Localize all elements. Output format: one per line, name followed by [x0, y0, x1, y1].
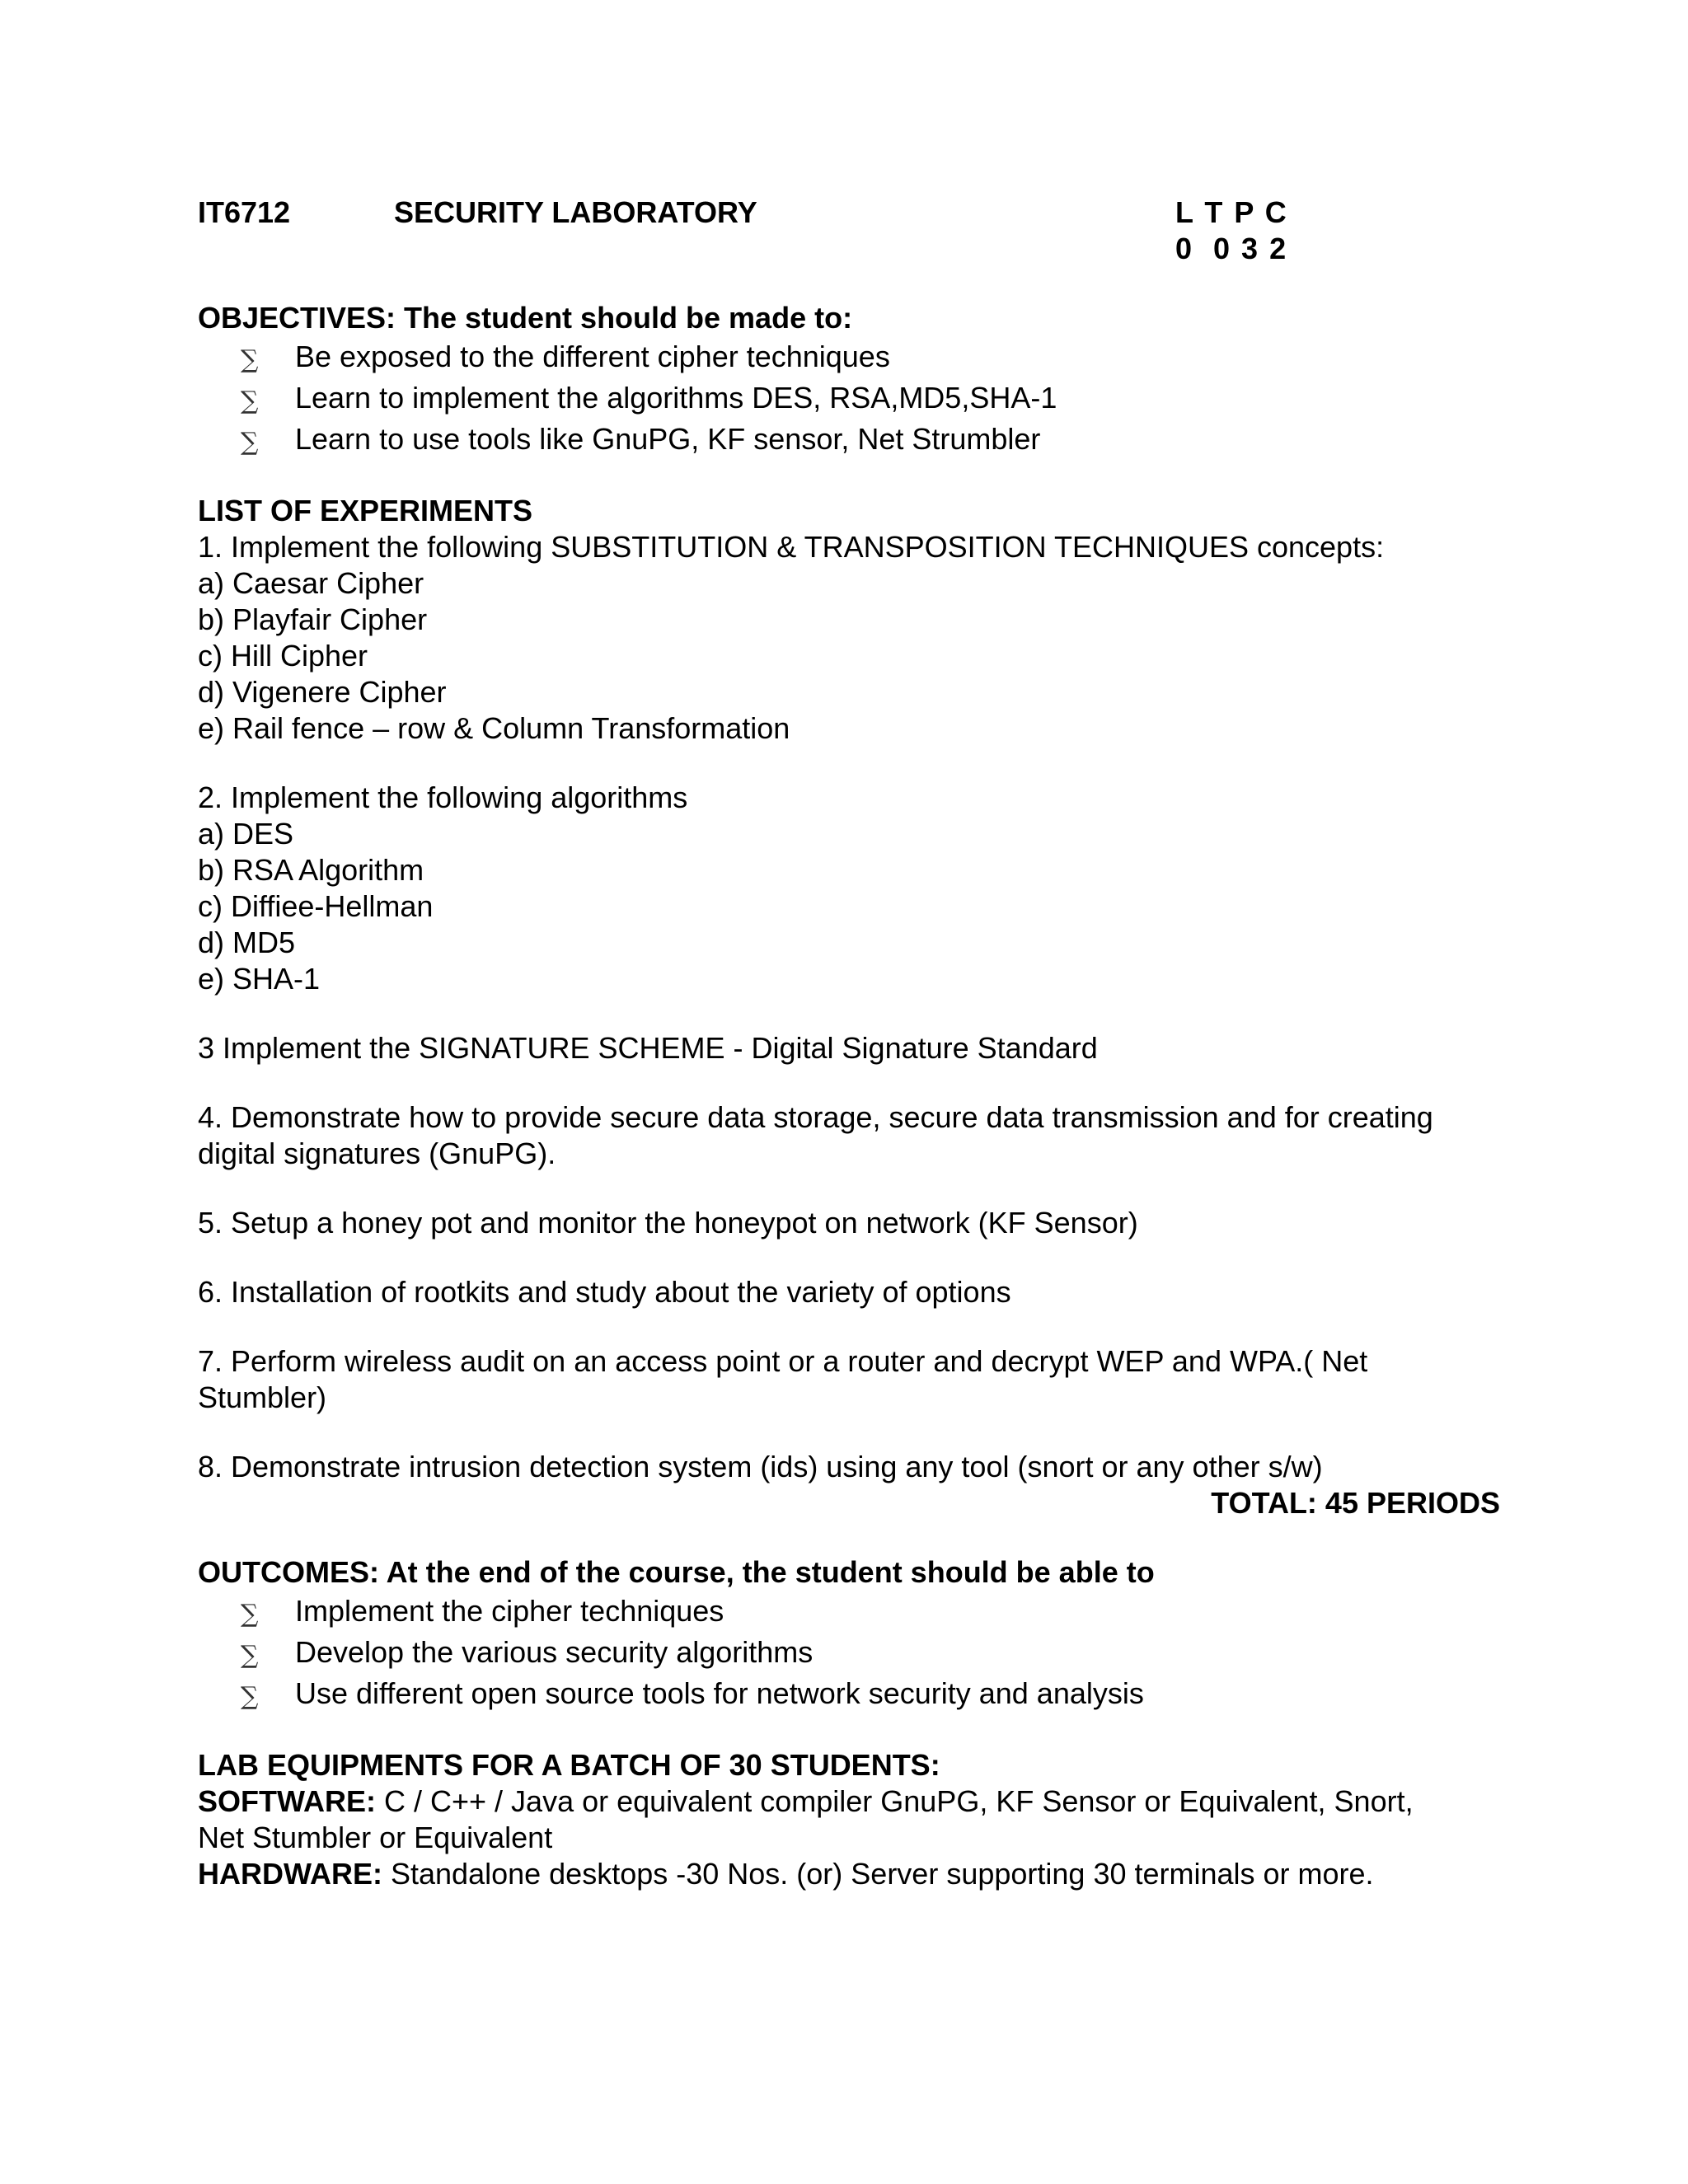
- experiment-4-line2: digital signatures (GnuPG).: [198, 1137, 556, 1170]
- experiment-1-item: c) Hill Cipher: [198, 639, 368, 673]
- sigma-bullet-icon: ∑: [241, 1682, 259, 1711]
- sigma-bullet-icon: ∑: [241, 428, 259, 457]
- software-text: C / C++ / Java or equivalent compiler GnuPG, KF Sensor or Equivalent, Snort,: [375, 1784, 1414, 1818]
- experiment-2-item: b) RSA Algorithm: [198, 853, 424, 887]
- experiment-1-item: b) Playfair Cipher: [198, 602, 428, 636]
- objective-item: ∑ Learn to implement the algorithms DES, RSA,MD5,SHA-1: [198, 377, 1484, 419]
- objectives-list: [198, 336, 1484, 460]
- ltpc-values-row: [198, 231, 1484, 267]
- course-code: IT6712: [198, 195, 291, 229]
- ltpc-values: 0 0 3 2: [1175, 232, 1288, 265]
- sigma-bullet-icon: ∑: [241, 1600, 259, 1629]
- outcomes-heading: OUTCOMES: At the end of the course, the student should be able to: [198, 1555, 1155, 1589]
- software-line1: [198, 1783, 1484, 1820]
- outcome-item: ∑ Implement the cipher techniques: [198, 1591, 1484, 1632]
- outcomes-list: [198, 1591, 1484, 1714]
- course-title: SECURITY LABORATORY: [394, 195, 757, 229]
- sigma-bullet-icon: ∑: [241, 345, 259, 374]
- experiment-2-item: c) Diffiee-Hellman: [198, 889, 434, 923]
- hardware-label: HARDWARE:: [198, 1857, 382, 1891]
- objective-item: ∑ Learn to use tools like GnuPG, KF sensor, Net Strumbler: [198, 419, 1484, 460]
- experiment-2-item: a) DES: [198, 817, 294, 851]
- experiment-4-line1: 4. Demonstrate how to provide secure data storage, secure data transmission and for creating: [198, 1100, 1433, 1134]
- lab-equipment-heading: LAB EQUIPMENTS FOR A BATCH OF 30 STUDENTS:: [198, 1748, 940, 1782]
- hardware-text: Standalone desktops -30 Nos. (or) Server supporting 30 terminals or more.: [382, 1857, 1374, 1891]
- hardware-line: [198, 1856, 1484, 1892]
- experiment-1-item: a) Caesar Cipher: [198, 566, 424, 600]
- experiment-1-title: 1. Implement the following SUBSTITUTION & TRANSPOSITION TECHNIQUES concepts:: [198, 530, 1385, 564]
- experiment-8: 8. Demonstrate intrusion detection system (ids) using any tool (snort or any other s/w): [198, 1450, 1323, 1483]
- total-periods: TOTAL: 45 PERIODS: [1211, 1486, 1500, 1520]
- objective-item: ∑ Be exposed to the different cipher techniques: [198, 336, 1484, 377]
- course-header: [198, 194, 1484, 231]
- experiment-5: 5. Setup a honey pot and monitor the honeypot on network (KF Sensor): [198, 1206, 1138, 1240]
- experiment-1-item: d) Vigenere Cipher: [198, 675, 447, 709]
- document-page: [198, 194, 1500, 1892]
- ltpc-label: L T P C: [1175, 195, 1288, 229]
- experiment-2-item: d) MD5: [198, 926, 296, 959]
- experiment-7-line1: 7. Perform wireless audit on an access point or a router and decrypt WEP and WPA.( Net: [198, 1344, 1368, 1378]
- experiment-2-title: 2. Implement the following algorithms: [198, 780, 688, 814]
- software-line2: Net Stumbler or Equivalent: [198, 1821, 553, 1854]
- experiment-3: 3 Implement the SIGNATURE SCHEME - Digital Signature Standard: [198, 1031, 1098, 1065]
- objectives-heading: OBJECTIVES: The student should be made to:: [198, 301, 853, 335]
- outcome-item: ∑ Use different open source tools for network security and analysis: [198, 1673, 1484, 1714]
- experiment-7-line2: Stumbler): [198, 1380, 327, 1414]
- software-label: SOFTWARE:: [198, 1784, 376, 1818]
- sigma-bullet-icon: ∑: [241, 387, 259, 415]
- sigma-bullet-icon: ∑: [241, 1641, 259, 1670]
- experiment-1-item: e) Rail fence – row & Column Transformation: [198, 711, 790, 745]
- experiment-2-item: e) SHA-1: [198, 962, 321, 996]
- experiments-heading: LIST OF EXPERIMENTS: [198, 494, 533, 527]
- outcome-item: ∑ Develop the various security algorithms: [198, 1632, 1484, 1673]
- experiment-6: 6. Installation of rootkits and study about the variety of options: [198, 1275, 1011, 1309]
